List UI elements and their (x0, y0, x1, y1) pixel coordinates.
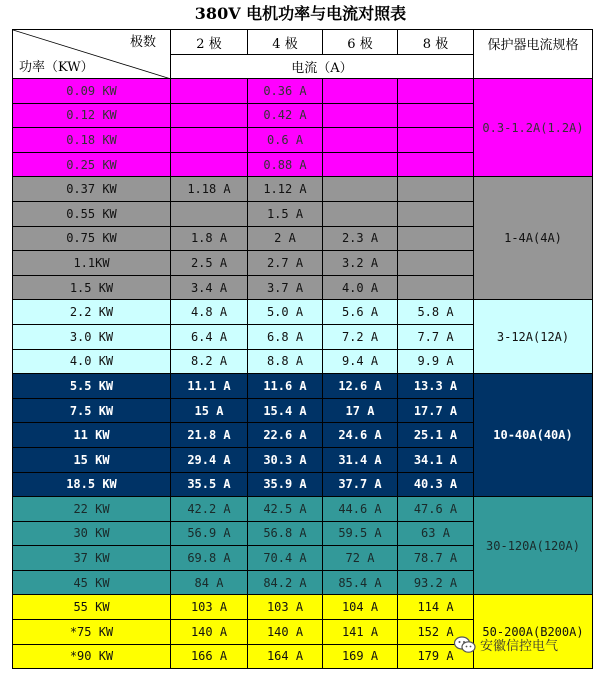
current-6pole-cell: 24.6 A (323, 423, 398, 448)
current-6pole-cell (323, 128, 398, 153)
current-4pole-cell: 15.4 A (248, 398, 323, 423)
current-2pole-cell: 6.4 A (171, 324, 248, 349)
current-2pole-cell: 2.5 A (171, 251, 248, 276)
current-8pole-cell (398, 251, 474, 276)
power-cell: 0.75 KW (13, 226, 171, 251)
current-2pole-cell: 166 A (171, 644, 248, 669)
current-4pole-cell: 70.4 A (248, 546, 323, 571)
current-2pole-cell (171, 152, 248, 177)
current-8pole-cell (398, 226, 474, 251)
table-row (13, 497, 593, 522)
power-cell: 0.18 KW (13, 128, 171, 153)
current-8pole-cell: 25.1 A (398, 423, 474, 448)
table-body (13, 79, 593, 669)
power-cell: 11 KW (13, 423, 171, 448)
header-current-unit: 电流（A） (171, 55, 474, 79)
current-8pole-cell (398, 201, 474, 226)
current-4pole-cell: 2 A (248, 226, 323, 251)
current-8pole-cell (398, 275, 474, 300)
power-cell: 0.37 KW (13, 177, 171, 202)
header-poles-label: 极数 (129, 35, 156, 50)
current-6pole-cell: 7.2 A (323, 324, 398, 349)
current-6pole-cell: 104 A (323, 595, 398, 620)
current-8pole-cell: 17.7 A (398, 398, 474, 423)
current-6pole-cell (323, 201, 398, 226)
header-pole-8: 8 极 (398, 30, 474, 55)
wechat-icon (454, 636, 476, 654)
current-2pole-cell: 56.9 A (171, 521, 248, 546)
header-protector (474, 30, 593, 79)
current-4pole-cell: 2.7 A (248, 251, 323, 276)
header-pole-4: 4 极 (248, 30, 323, 55)
protector-cell: 3-12A(12A) (474, 300, 593, 374)
motor-current-table (12, 29, 593, 669)
current-2pole-cell: 15 A (171, 398, 248, 423)
current-8pole-cell: 63 A (398, 521, 474, 546)
current-8pole-cell (398, 177, 474, 202)
current-6pole-cell (323, 152, 398, 177)
current-2pole-cell (171, 128, 248, 153)
current-4pole-cell: 42.5 A (248, 497, 323, 522)
current-8pole-cell: 114 A (398, 595, 474, 620)
power-cell: 0.09 KW (13, 79, 171, 104)
current-4pole-cell: 11.6 A (248, 374, 323, 399)
protector-cell: 1-4A(4A) (474, 177, 593, 300)
protector-cell: 0.3-1.2A(1.2A) (474, 79, 593, 177)
current-4pole-cell: 84.2 A (248, 570, 323, 595)
current-8pole-cell: 5.8 A (398, 300, 474, 325)
current-4pole-cell: 1.5 A (248, 201, 323, 226)
current-4pole-cell: 56.8 A (248, 521, 323, 546)
power-cell: 1.5 KW (13, 275, 171, 300)
current-6pole-cell: 31.4 A (323, 447, 398, 472)
current-2pole-cell: 4.8 A (171, 300, 248, 325)
current-8pole-cell: 152 A (398, 620, 474, 645)
power-cell: 7.5 KW (13, 398, 171, 423)
current-4pole-cell: 5.0 A (248, 300, 323, 325)
current-2pole-cell: 35.5 A (171, 472, 248, 497)
current-4pole-cell: 103 A (248, 595, 323, 620)
current-6pole-cell: 169 A (323, 644, 398, 669)
current-4pole-cell: 0.88 A (248, 152, 323, 177)
current-8pole-cell: 93.2 A (398, 570, 474, 595)
current-8pole-cell: 40.3 A (398, 472, 474, 497)
power-cell: 37 KW (13, 546, 171, 571)
header-pole-2: 2 极 (171, 30, 248, 55)
current-6pole-cell: 59.5 A (323, 521, 398, 546)
current-4pole-cell: 8.8 A (248, 349, 323, 374)
power-cell: 0.12 KW (13, 103, 171, 128)
power-cell: 45 KW (13, 570, 171, 595)
current-2pole-cell (171, 201, 248, 226)
current-8pole-cell (398, 79, 474, 104)
current-4pole-cell: 1.12 A (248, 177, 323, 202)
current-6pole-cell: 9.4 A (323, 349, 398, 374)
current-4pole-cell: 35.9 A (248, 472, 323, 497)
current-6pole-cell (323, 79, 398, 104)
current-4pole-cell: 0.6 A (248, 128, 323, 153)
current-2pole-cell: 1.8 A (171, 226, 248, 251)
protector-cell: 30-120A(120A) (474, 497, 593, 595)
current-6pole-cell: 141 A (323, 620, 398, 645)
current-8pole-cell: 9.9 A (398, 349, 474, 374)
power-cell: 55 KW (13, 595, 171, 620)
current-2pole-cell: 69.8 A (171, 546, 248, 571)
table-row (13, 177, 593, 202)
current-2pole-cell: 8.2 A (171, 349, 248, 374)
current-6pole-cell (323, 103, 398, 128)
current-8pole-cell (398, 152, 474, 177)
current-6pole-cell: 4.0 A (323, 275, 398, 300)
power-cell: 18.5 KW (13, 472, 171, 497)
power-cell: 0.55 KW (13, 201, 171, 226)
table-row (13, 79, 593, 104)
table-row (13, 374, 593, 399)
current-2pole-cell: 29.4 A (171, 447, 248, 472)
current-4pole-cell: 0.42 A (248, 103, 323, 128)
power-cell: 1.1KW (13, 251, 171, 276)
power-cell: *90 KW (13, 644, 171, 669)
power-cell: 2.2 KW (13, 300, 171, 325)
current-6pole-cell: 3.2 A (323, 251, 398, 276)
protector-cell: 50-200A(B200A) (474, 595, 593, 669)
power-cell: 22 KW (13, 497, 171, 522)
current-2pole-cell: 103 A (171, 595, 248, 620)
table-row (13, 595, 593, 620)
watermark-text: 安徽信控电气 (480, 639, 559, 654)
current-6pole-cell: 85.4 A (323, 570, 398, 595)
current-2pole-cell: 3.4 A (171, 275, 248, 300)
power-cell: 5.5 KW (13, 374, 171, 399)
current-6pole-cell: 2.3 A (323, 226, 398, 251)
header-power-label: 功率（KW） (19, 60, 94, 75)
current-4pole-cell: 0.36 A (248, 79, 323, 104)
current-6pole-cell: 5.6 A (323, 300, 398, 325)
power-cell: 4.0 KW (13, 349, 171, 374)
current-2pole-cell: 1.18 A (171, 177, 248, 202)
current-4pole-cell: 6.8 A (248, 324, 323, 349)
current-6pole-cell (323, 177, 398, 202)
current-2pole-cell (171, 103, 248, 128)
current-4pole-cell: 140 A (248, 620, 323, 645)
current-2pole-cell: 84 A (171, 570, 248, 595)
current-8pole-cell: 78.7 A (398, 546, 474, 571)
current-8pole-cell: 13.3 A (398, 374, 474, 399)
watermark-badge (454, 635, 558, 654)
current-8pole-cell: 47.6 A (398, 497, 474, 522)
current-6pole-cell: 44.6 A (323, 497, 398, 522)
power-cell: *75 KW (13, 620, 171, 645)
current-2pole-cell: 21.8 A (171, 423, 248, 448)
current-6pole-cell: 72 A (323, 546, 398, 571)
current-2pole-cell: 11.1 A (171, 374, 248, 399)
power-cell: 3.0 KW (13, 324, 171, 349)
current-4pole-cell: 3.7 A (248, 275, 323, 300)
current-4pole-cell: 164 A (248, 644, 323, 669)
current-8pole-cell (398, 128, 474, 153)
current-8pole-cell: 34.1 A (398, 447, 474, 472)
current-6pole-cell: 17 A (323, 398, 398, 423)
power-cell: 0.25 KW (13, 152, 171, 177)
power-cell: 30 KW (13, 521, 171, 546)
page-title: 380V 电机功率与电流对照表 (194, 4, 407, 23)
current-2pole-cell: 140 A (171, 620, 248, 645)
protector-cell: 10-40A(40A) (474, 374, 593, 497)
power-cell: 15 KW (13, 447, 171, 472)
current-6pole-cell: 12.6 A (323, 374, 398, 399)
table-row (13, 300, 593, 325)
current-4pole-cell: 22.6 A (248, 423, 323, 448)
header-protector-label: 保护器电流规格 (487, 38, 579, 53)
current-4pole-cell: 30.3 A (248, 447, 323, 472)
current-2pole-cell: 42.2 A (171, 497, 248, 522)
current-8pole-cell: 7.7 A (398, 324, 474, 349)
header-corner-cell (13, 30, 171, 79)
current-2pole-cell (171, 79, 248, 104)
current-6pole-cell: 37.7 A (323, 472, 398, 497)
current-8pole-cell: 179 A (398, 644, 474, 669)
current-8pole-cell (398, 103, 474, 128)
header-pole-6: 6 极 (323, 30, 398, 55)
